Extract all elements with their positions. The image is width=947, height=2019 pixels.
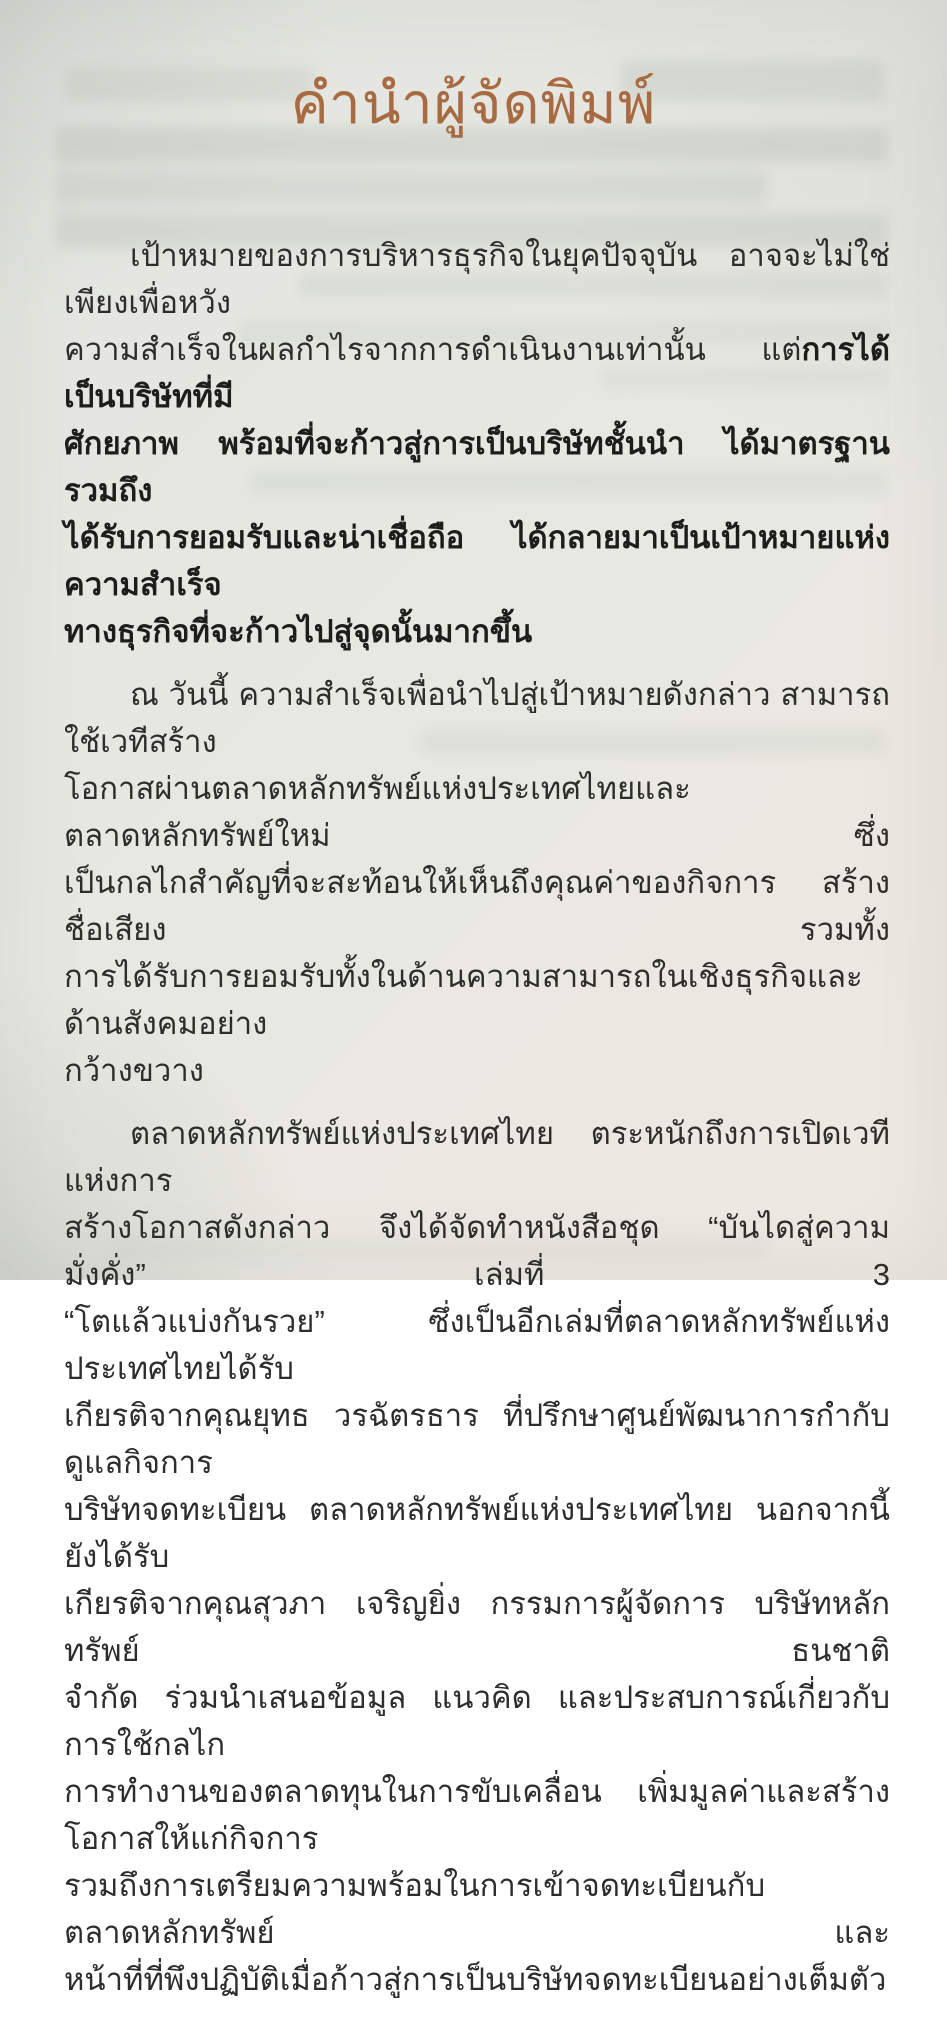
text-segment: ความสำเร็จในผลกำไรจากการดำเนินงานเท่านั้น แต่ [64,332,802,367]
text-line [64,514,890,608]
bold-text-segment: ทางธุรกิจที่จะก้าวไปสู่จุดนั้นมากขึ้น [64,614,533,649]
text-segment: เกียรติจากคุณยุทธ วรฉัตรธาร ที่ปรึกษาศูนย์พัฒนาการกำกับดูแลกิจการ [64,1398,890,1480]
text-line [64,671,890,765]
text-line [64,1110,890,1204]
text-line [64,1580,890,1674]
text-segment: หน้าที่ที่พึงปฏิบัติเมื่อก้าวสู่การเป็นบริษัทจดทะเบียนอย่างเต็มตัว [64,1962,887,1997]
paragraph-1 [64,232,890,655]
text-segment: กว้างขวาง [64,1053,204,1088]
page-title: คำนำผู้จัดพิมพ์ [290,72,657,136]
text-line [64,420,890,514]
text-segment: โอกาสผ่านตลาดหลักทรัพย์แห่งประเทศไทยและตลาดหลักทรัพย์ใหม่ ซึ่ง [64,771,890,853]
text-segment: บริษัทจดทะเบียน ตลาดหลักทรัพย์แห่งประเทศไทย นอกจากนี้ ยังได้รับ [64,1492,890,1574]
text-segment: สร้างโอกาสดังกล่าว จึงได้จัดทำหนังสือชุด “บันไดสู่ความมั่งคั่ง” เล่มที่ 3 [64,1210,890,1292]
text-line [64,1204,890,1298]
text-line [64,1486,890,1580]
text-line [64,765,890,859]
text-segment: ณ วันนี้ ความสำเร็จเพื่อนำไปสู่เป้าหมายดังกล่าว สามารถใช้เวทีสร้าง [64,677,890,759]
text-segment: เป้าหมายของการบริหารธุรกิจในยุคปัจจุบัน อาจจะไม่ใช่เพียงเพื่อหวัง [64,238,890,320]
text-segment: การได้รับการยอมรับทั้งในด้านความสามารถในเชิงธุรกิจและด้านสังคมอย่าง [64,959,863,1041]
text-segment: การทำงานของตลาดทุนในการขับเคลื่อน เพิ่มมูลค่าและสร้างโอกาสให้แก่กิจการ [64,1774,890,1856]
page-content [64,232,890,2019]
text-line [64,232,890,326]
paragraph-2 [64,671,890,1094]
text-line [64,859,890,953]
show-through-text [56,171,768,204]
text-line [64,1956,890,2003]
text-segment: “โตแล้วแบ่งกันรวย” ซึ่งเป็นอีกเล่มที่ตลาดหลักทรัพย์แห่งประเทศไทยได้รับ [64,1304,890,1386]
text-line [64,1392,890,1486]
text-segment: ตลาดหลักทรัพย์แห่งประเทศไทย ตระหนักถึงการเปิดเวทีแห่งการ [64,1116,890,1198]
text-line [64,326,890,420]
text-segment: จำกัด ร่วมนำเสนอข้อมูล แนวคิด และประสบการณ์เกี่ยวกับการใช้กลไก [64,1680,890,1762]
text-line [64,1298,890,1392]
text-line [64,1862,890,1956]
text-line [64,1674,890,1768]
bold-text-segment: ศักยภาพ พร้อมที่จะก้าวสู่การเป็นบริษัทชั้นนำ ได้มาตรฐาน รวมถึง [64,426,890,508]
bold-text-segment: ได้รับการยอมรับและน่าเชื่อถือ ได้กลายมาเป็นเป้าหมายแห่งความสำเร็จ [64,520,890,602]
text-segment: เป็นกลไกสำคัญที่จะสะท้อนให้เห็นถึงคุณค่าของกิจการ สร้างชื่อเสียง รวมทั้ง [64,865,890,947]
text-line [64,1047,890,1094]
text-line [64,608,890,655]
text-segment: รวมถึงการเตรียมความพร้อมในการเข้าจดทะเบียนกับตลาดหลักทรัพย์ และ [64,1868,890,1950]
bold-text-segment: การได้เป็นบริษัทที่มี [64,332,890,414]
text-line [64,1768,890,1862]
text-segment: เกียรติจากคุณสุวภา เจริญยิ่ง กรรมการผู้จัดการ บริษัทหลักทรัพย์ ธนชาติ [64,1586,890,1668]
paragraph-3 [64,1110,890,2003]
text-line [64,953,890,1047]
